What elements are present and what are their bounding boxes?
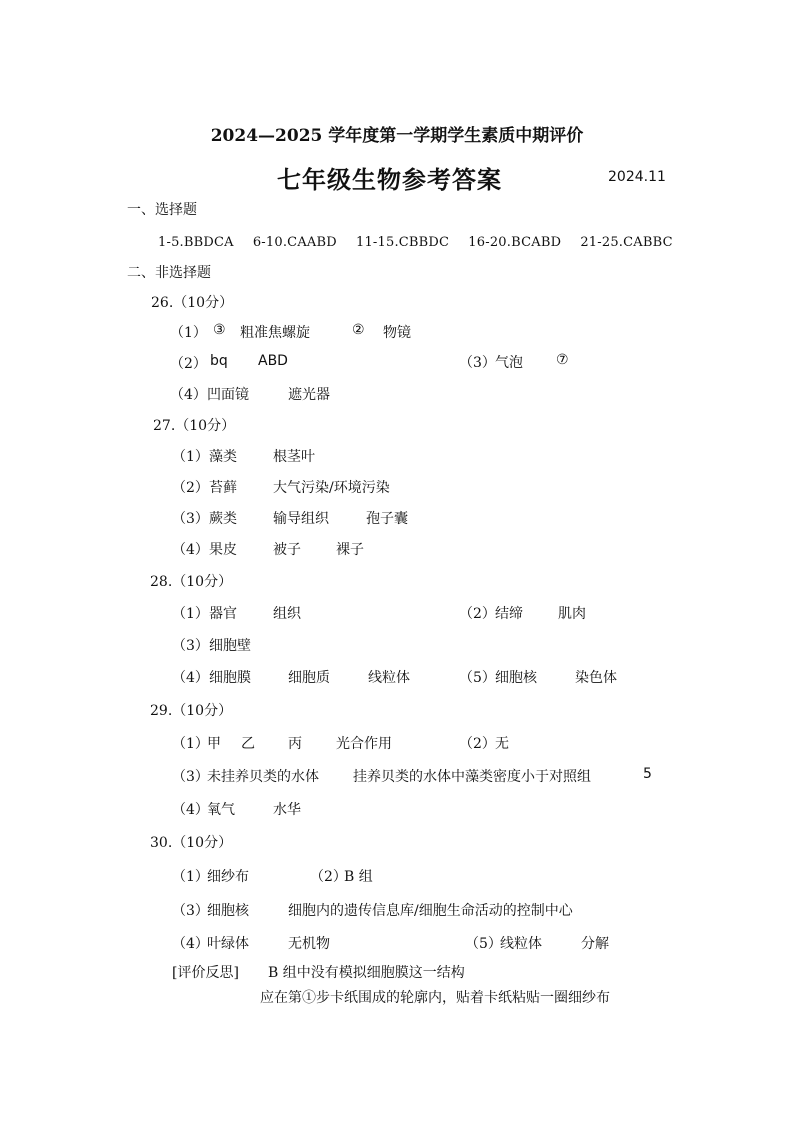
q26-part3-num: （3） (459, 355, 496, 371)
q29-answer: 无 (495, 736, 509, 752)
q29-part3-num: （3） (172, 769, 209, 785)
q30-answer: 线粒体 (500, 936, 542, 952)
q28-part3-num: （3） (172, 638, 209, 654)
question-28-heading: 28.（10分） (150, 574, 233, 590)
mcq-answer-group: 6-10.CAABD (252, 235, 337, 250)
mcq-answer-group: 11-15.CBBDC (355, 235, 450, 250)
q28-answer: 器官 (209, 606, 237, 622)
q29-answer: 水华 (273, 802, 301, 818)
q29-answer: 丙 (288, 736, 302, 752)
reflection-text: B 组中没有模拟细胞膜这一结构 (268, 965, 465, 981)
q30-part1-num: （1） (172, 869, 209, 885)
q29-answer: 甲 (207, 736, 221, 752)
q30-answer: B 组 (344, 869, 373, 885)
q27-answer: 蕨类 (209, 511, 237, 527)
q28-answer: 细胞核 (495, 670, 537, 686)
q26-part1-num: （1） (170, 325, 207, 341)
q26-answer: bq (210, 353, 228, 369)
q30-answer: 细胞内的遗传信息库/细胞生命活动的控制中心 (288, 903, 573, 919)
q26-answer: ⑦ (556, 352, 569, 368)
q27-answer: 裸子 (336, 542, 364, 558)
mcq-answers (158, 231, 687, 250)
q27-answer: 输导组织 (273, 511, 329, 527)
question-26-heading: 26.（10分） (151, 295, 234, 311)
answer-key-title: 七年级生物参考答案 (277, 165, 502, 194)
q28-answer: 线粒体 (368, 670, 410, 686)
q30-answer: 细纱布 (207, 869, 249, 885)
q27-answer: 苔藓 (209, 480, 237, 496)
q28-answer: 肌肉 (558, 606, 586, 622)
q26-answer: 凹面镜 (207, 387, 249, 403)
mcq-answer-group: 1-5.BBDCA (158, 235, 234, 250)
q27-answer: 孢子囊 (366, 511, 408, 527)
q30-part4-num: （4） (172, 936, 209, 952)
q30-answer: 叶绿体 (207, 936, 249, 952)
q28-part2-num: （2） (459, 606, 496, 622)
q27-part4-num: （4） (172, 542, 209, 558)
q29-answer: 氧气 (207, 802, 235, 818)
q28-answer: 细胞膜 (209, 670, 251, 686)
q28-answer: 结缔 (495, 606, 523, 622)
q29-answer: 挂养贝类的水体中藻类密度小于对照组 (353, 769, 591, 785)
q30-answer: 细胞核 (207, 903, 249, 919)
question-27-heading: 27.（10分） (153, 418, 236, 434)
q26-answer: ② (352, 322, 365, 338)
q30-answer: 分解 (581, 936, 609, 952)
q29-answer: 未挂养贝类的水体 (207, 769, 319, 785)
reflection-text: 应在第①步卡纸围成的轮廓内，贴着卡纸粘贴一圈细纱布 (260, 990, 610, 1006)
q29-part2-num: （2） (459, 736, 496, 752)
section-heading-nonmcq: 二、非选择题 (127, 265, 211, 281)
q28-part1-num: （1） (172, 606, 209, 622)
q26-answer: 气泡 (495, 355, 523, 371)
q29-answer: 5 (643, 766, 652, 782)
q26-answer: ③ (213, 322, 226, 338)
q29-part4-num: （4） (172, 802, 209, 818)
q27-answer: 果皮 (209, 542, 237, 558)
q29-answer: 乙 (241, 736, 255, 752)
q26-answer: 遮光器 (288, 387, 330, 403)
exam-date: 2024.11 (608, 169, 666, 185)
q26-answer: 粗准焦螺旋 (240, 325, 310, 341)
question-30-heading: 30.（10分） (150, 835, 233, 851)
section-heading-mcq: 一、选择题 (127, 202, 197, 218)
q27-answer: 被子 (273, 542, 301, 558)
q28-part5-num: （5） (459, 670, 496, 686)
reflection-label: [评价反思] (172, 965, 239, 981)
q28-answer: 染色体 (575, 670, 617, 686)
q27-answer: 大气污染/环境污染 (273, 480, 390, 496)
q27-part1-num: （1） (172, 449, 209, 465)
q29-part1-num: （1） (172, 736, 209, 752)
q30-part2-num: （2） (310, 869, 347, 885)
mcq-answer-group: 21-25.CABBC (580, 235, 673, 250)
q26-answer: ABD (258, 353, 288, 369)
question-29-heading: 29.（10分） (150, 703, 233, 719)
q27-answer: 藻类 (209, 449, 237, 465)
q26-answer: 物镜 (383, 325, 411, 341)
q27-part3-num: （3） (172, 511, 209, 527)
exam-title: 2024—2025 学年度第一学期学生素质中期评价 (210, 126, 584, 146)
q27-answer: 根茎叶 (273, 449, 315, 465)
q30-part5-num: （5） (465, 936, 502, 952)
q30-part3-num: （3） (172, 903, 209, 919)
mcq-answer-group: 16-20.BCABD (468, 235, 562, 250)
q26-part2-num: （2） (170, 356, 207, 372)
q28-answer: 细胞壁 (209, 638, 251, 654)
q29-answer: 光合作用 (336, 736, 392, 752)
q30-answer: 无机物 (288, 936, 330, 952)
q28-answer: 组织 (273, 606, 301, 622)
q26-part4-num: （4） (170, 387, 207, 403)
q27-part2-num: （2） (172, 480, 209, 496)
q28-part4-num: （4） (172, 670, 209, 686)
q28-answer: 细胞质 (288, 670, 330, 686)
